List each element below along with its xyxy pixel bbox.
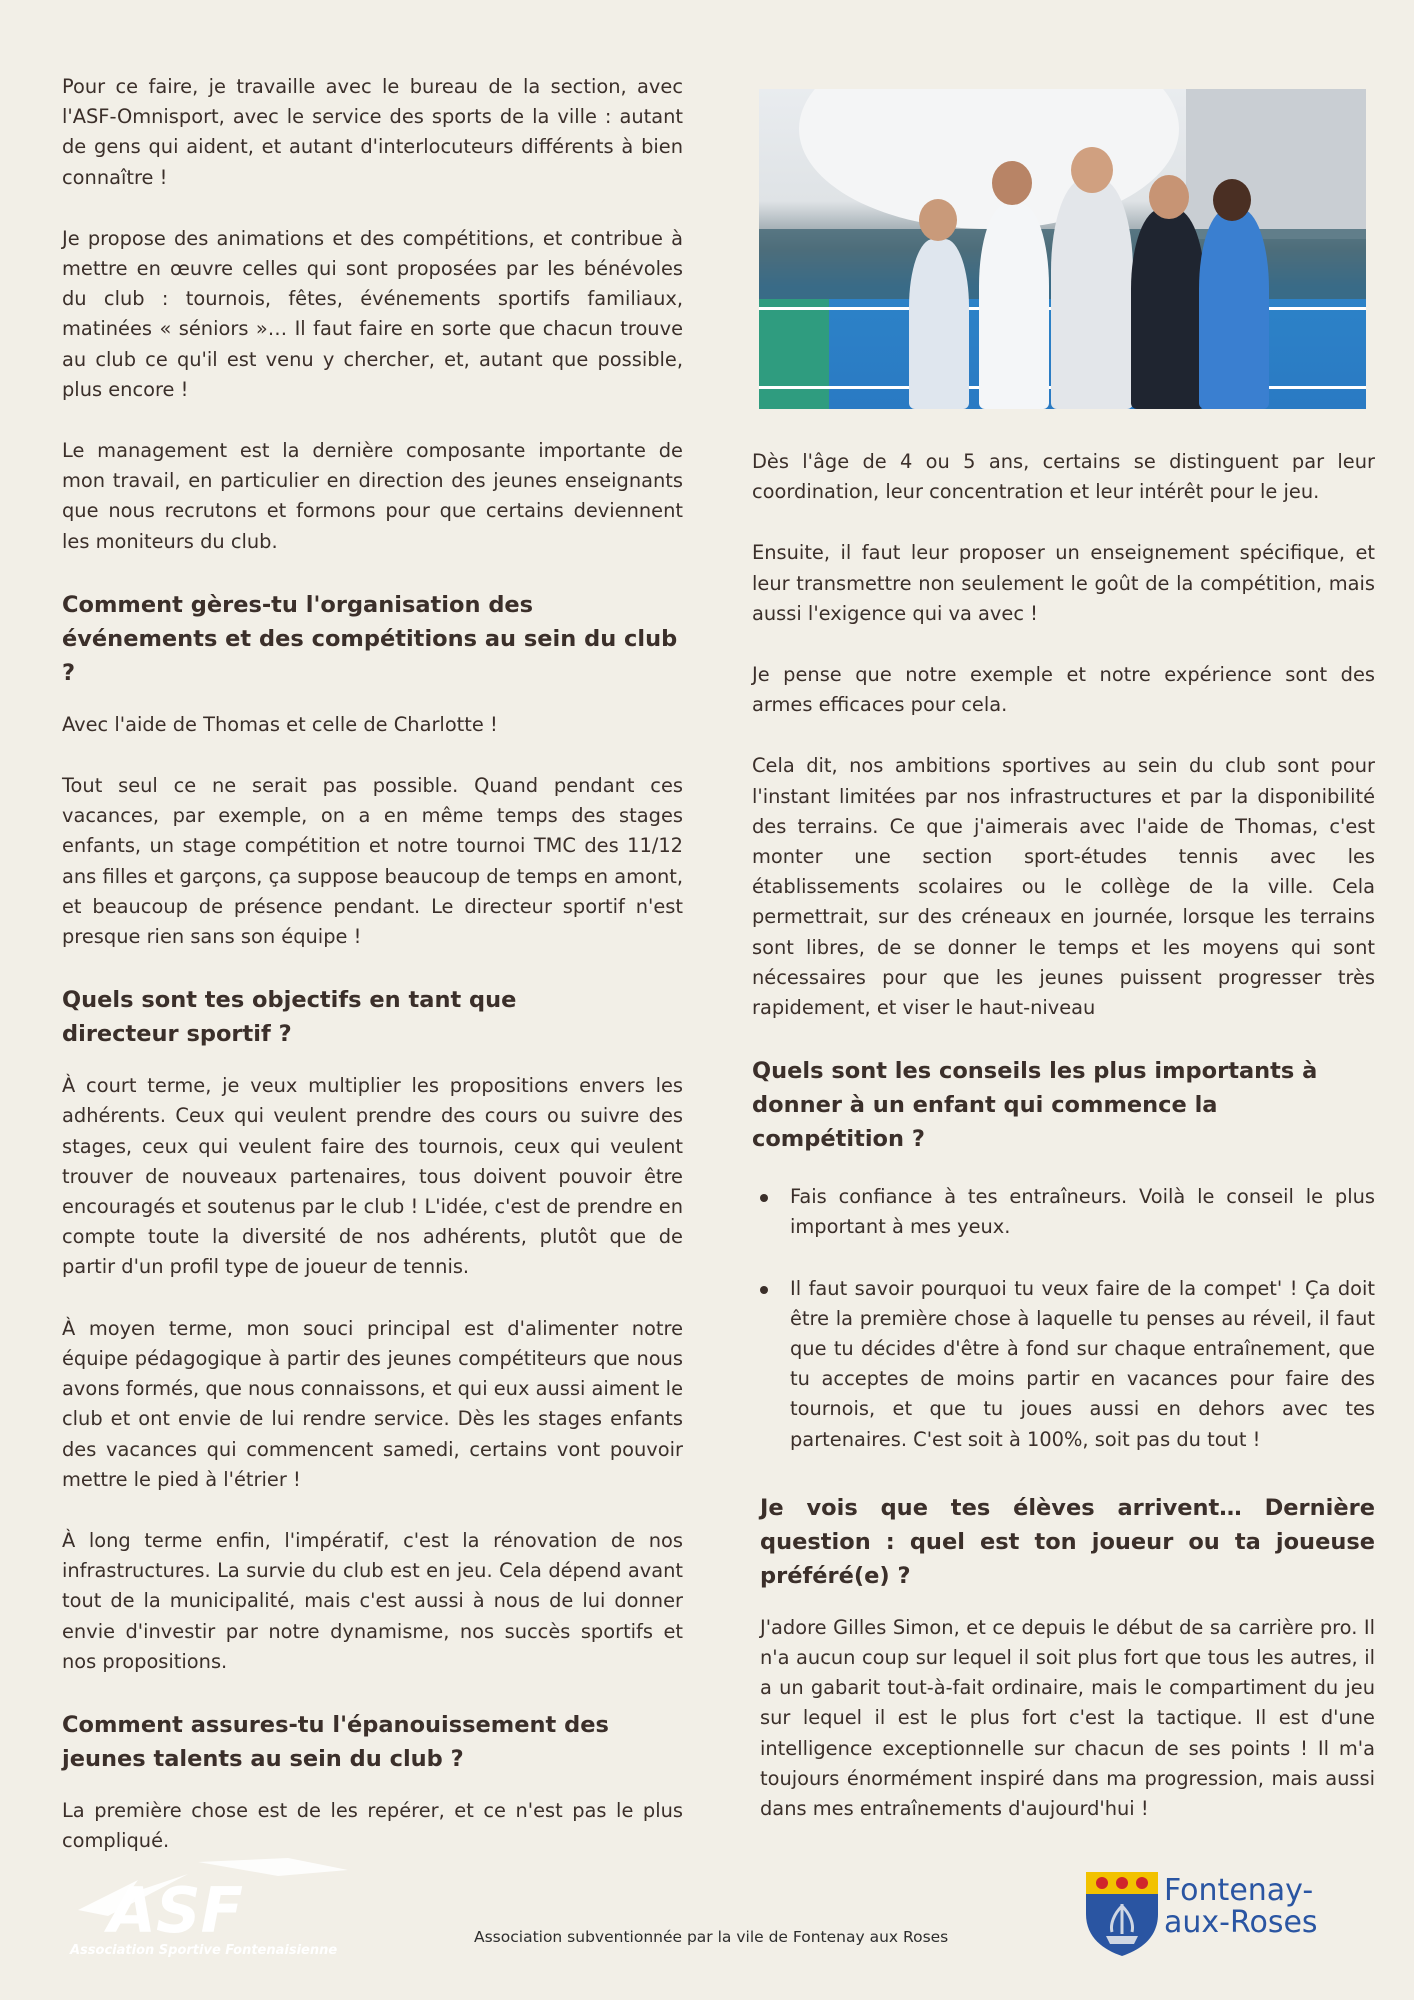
footer-text: Association subventionnée par la vile de Fontenay aux Roses <box>474 1928 949 1946</box>
paragraph: Pour ce faire, je travaille avec le bureau de la section, avec l'ASF-Omnisport, avec le service des sports de la ville : autant de gens qui aident, et autant d'interlocuteurs différents à bien connaître ! <box>62 75 683 189</box>
paragraph: Ensuite, il faut leur proposer un enseignement spécifique, et leur transmettre non seulement le goût de la compétition, mais aussi l'exigence qui va avec ! <box>752 541 1375 625</box>
fontenay-aux-roses-logo <box>1084 1870 1344 1960</box>
question-heading: Je vois que tes élèves arrivent… Dernière question : quel est ton joueur ou ta joueuse préféré(e) ? <box>760 1494 1375 1589</box>
paragraph: Tout seul ce ne serait pas possible. Quand pendant ces vacances, par exemple, on a en même temps des stages enfants, un stage compétition et notre tournoi TMC des 11/12 ans filles et garçons, ça suppose beaucoup de temps en amont, et beaucoup de présence pendant. Le directeur sportif n'est presque rien sans son équipe ! <box>62 774 683 949</box>
right-column <box>752 89 1375 1855</box>
asf-logo <box>68 1850 358 1960</box>
question-heading: Comment assures-tu l'épanouissement des jeunes talents au sein du club ? <box>62 1711 609 1772</box>
city-crest-icon <box>1084 1870 1160 1956</box>
paragraph: J'adore Gilles Simon, et ce depuis le début de sa carrière pro. Il n'a aucun coup sur lequel il soit plus fort que tous les autres, il a un gabarit tout-à-fait ordinaire, mais le compartiment du jeu sur lequel il est le plus fort c'est la tactique. Il est d'une intelligence exceptionnelle sur chacun de ses points ! Il m'a toujours énormément inspiré dans ma progression, mais aussi dans mes entraînements d'aujourd'hui ! <box>760 1615 1375 1821</box>
paragraph: Dès l'âge de 4 ou 5 ans, certains se distinguent par leur coordination, leur concentration et leur intérêt pour le jeu. <box>752 450 1375 504</box>
paragraph: Cela dit, nos ambitions sportives au sein du club sont pour l'instant limitées par nos infrastructures et par la disponibilité des terrains. Ce que j'aimerais avec l'aide de Thomas, c'est monter une section sport-études tennis avec les établissements scolaires ou le collège de la ville. Cela permettrait, sur des créneaux en journée, lorsque les terrains sont libres, de se donner le temps et les moyens qui sont nécessaires pour que les jeunes puissent progresser très rapidement, et viser le haut-niveau <box>752 754 1375 1020</box>
fontenay-line1: Fontenay- <box>1164 1873 1314 1908</box>
paragraph: À court terme, je veux multiplier les propositions envers les adhérents. Ceux qui veulent prendre des cours ou suivre des stages, ceux qui veulent faire des tournois, ceux qui veulent trouver de nouveaux partenaires, tous doivent pouvoir être encouragés et soutenus par le club ! L'idée, c'est de prendre en compte toute la diversité de nos adhérents, plutôt que de partir d'un profil type de joueur de tennis. <box>62 1074 683 1279</box>
final-section <box>752 1491 1375 1824</box>
paragraph: Le management est la dernière composante importante de mon travail, en particulier en direction des jeunes enseignants que nous recrutons et formons pour que certains deviennent les moniteurs du club. <box>62 439 683 553</box>
asf-logo-text: ASF <box>108 1874 243 1947</box>
asf-logo-subtext: Association Sportive Fontenaisienne <box>70 1943 338 1958</box>
paragraph: Je propose des animations et des compétitions, et contribue à mettre en œuvre celles qui sont proposées par les bénévoles du club : tournois, fêtes, événements sportifs familiaux, matinées « séniors »… Il faut faire en sorte que chacun trouve au club ce qu'il est venu y chercher, et, autant que possible, plus encore ! <box>62 226 683 401</box>
question-heading: Quels sont les conseils les plus importants à donner à un enfant qui commence la compétition ? <box>752 1058 1318 1153</box>
paragraph: À moyen terme, mon souci principal est d'alimenter notre équipe pédagogique à partir des jeunes compétiteurs que nous avons formés, que nous connaissons, et qui eux aussi aiment le club et ont envie de lui rendre service. Dès les stages enfants des vacances qui commencent samedi, certains vont pouvoir mettre le pied à l'étrier ! <box>62 1316 684 1491</box>
list-item: Fais confiance à tes entraîneurs. Voilà le conseil le plus important à mes yeux. <box>752 1182 1375 1242</box>
paragraph: À long terme enfin, l'impératif, c'est la rénovation de nos infrastructures. La survie du club est en jeu. Cela dépend avant tout de la municipalité, mais c'est aussi à nous de lui donner envie d'investir par notre dynamisme, nos succès sportifs et nos propositions. <box>62 1528 683 1673</box>
list-item: Il faut savoir pourquoi tu veux faire de la compet' ! Ça doit être la première chose à laquelle tu penses au réveil, il faut que tu décides d'être à fond sur chaque entraînement, que tu acceptes de moins partir en vacances pour faire des tournois, et que tu joues aussi en dehors avec tes partenaires. C'est soit à 100%, soit pas du tout ! <box>752 1274 1375 1455</box>
paragraph: La première chose est de les repérer, et ce n'est pas le plus compliqué. <box>62 1798 683 1853</box>
question-heading: Quels sont tes objectifs en tant que directeur sportif ? <box>62 987 517 1048</box>
paragraph: Je pense que notre exemple et notre expérience sont des armes efficaces pour cela. <box>752 663 1375 717</box>
question-heading: Comment gères-tu l'organisation des événements et des compétitions au sein du club ? <box>62 591 678 686</box>
left-column <box>62 72 683 1887</box>
paragraph: Avec l'aide de Thomas et celle de Charlotte ! <box>62 712 498 736</box>
advice-list <box>752 1182 1375 1455</box>
team-photo <box>759 89 1366 409</box>
fontenay-line2: aux-Roses <box>1164 1905 1318 1940</box>
